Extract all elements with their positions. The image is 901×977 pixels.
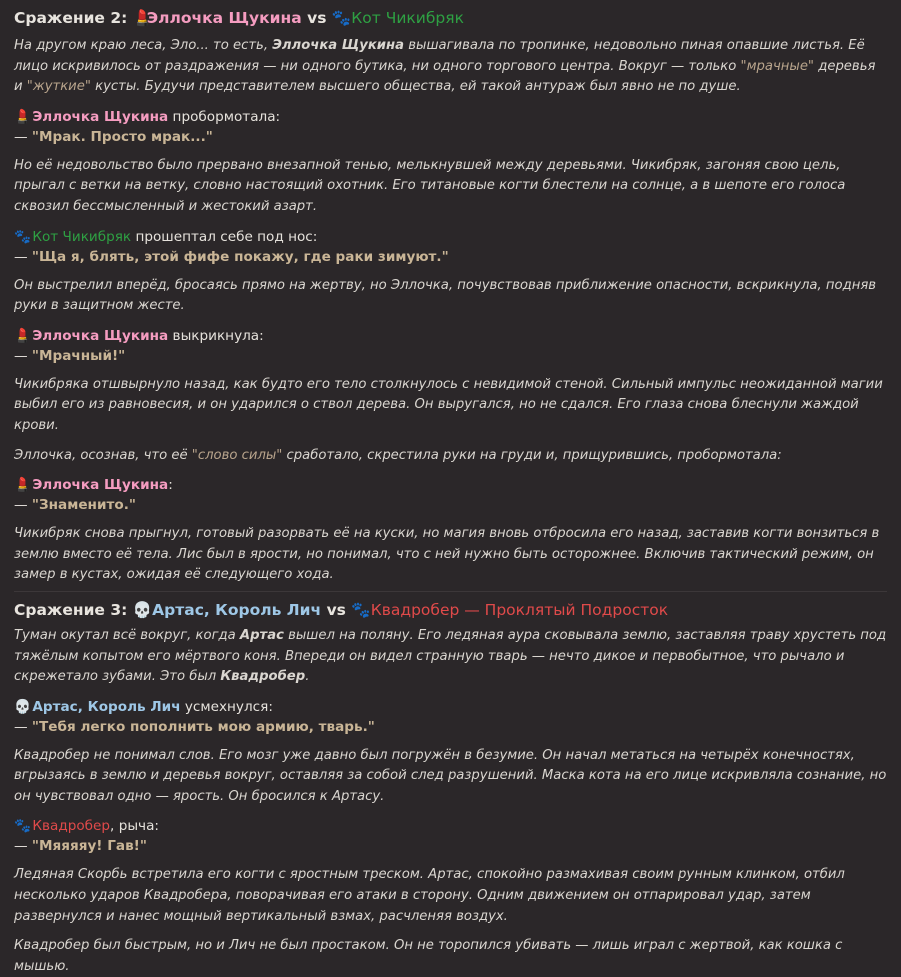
paw-icon: 🐾 (351, 600, 371, 619)
dash: — (14, 347, 32, 364)
battle-title-prefix: Сражение 3: (14, 600, 128, 619)
speaker-name: Эллочка Щукина (32, 108, 169, 125)
quoted-word: "мрачные" (740, 58, 815, 74)
lipstick-icon: 💄 (14, 327, 31, 344)
narration: Ледяная Скорбь встретила его когти с яростным треском. Артас, спокойно размахивая своим рунным клинком, отбил несколько ударов Квадробера, поворачивая его атаки в сторону. Одним движением он отпарировал удар, затем развернулся и нанес мощный вертикальный взмах, расчленяя воздух. (14, 867, 845, 924)
quote: "Тебя легко пополнить мою армию, тварь." (31, 718, 375, 735)
paw-icon: 🐾 (14, 818, 31, 835)
text: кусты. Будучи представителем высшего общества, ей такой антураж был явно не по душе. (90, 79, 741, 95)
speaker-line (14, 107, 887, 127)
text: . (305, 669, 310, 685)
dialogue-line (14, 836, 887, 856)
speaker-line (14, 227, 887, 247)
dialogue-line (14, 495, 887, 515)
dash: — (14, 718, 32, 735)
speaker-name: Эллочка Щукина (32, 327, 169, 344)
narration: Чикибряк снова прыгнул, готовый разорвать её на куски, но магия вновь отбросила его назад, заставив когти вонзиться в землю вместо её тела. Лис был в ярости, но понимал, что с ней нужно быть осторожнее. Включив тактический режим, он замер в кустах, ожидая её следующего хода. (14, 526, 880, 583)
speaker-name: Квадробер (32, 818, 111, 835)
speaker-name: Кот Чикибряк (32, 228, 132, 245)
speaker-verb: выкрикнула: (168, 327, 264, 344)
narration: Он выстрелил вперёд, бросаясь прямо на жертву, но Эллочка, почувствовав приближение опасности, вскрикнула, подняв руки в защитном жесте. (14, 277, 877, 314)
lipstick-icon: 💄 (132, 9, 153, 27)
speaker-verb: прошептал себе под нос: (131, 228, 318, 245)
dialogue-line (14, 127, 887, 147)
fighter-name: Эллочка Щукина (146, 9, 302, 27)
dash: — (14, 128, 32, 145)
quoted-word: "жуткие" (26, 79, 91, 95)
text: вышел на поляну. Его ледяная аура сковывала землю, заставляя траву хрустеть под тяжёлым копытом его мёртвого коня. Впереди он видел странную тварь — нечто дикое и первобытное, что рычало и скрежетало зубами. Это был (14, 627, 887, 685)
dash: — (14, 497, 32, 514)
dash: — (14, 838, 32, 855)
skull-icon: 💀 (132, 600, 153, 619)
lipstick-icon: 💄 (14, 108, 31, 125)
dash: — (14, 248, 32, 265)
fighter-name: Артас, Король Лич (152, 600, 322, 619)
paw-icon: 🐾 (14, 228, 31, 245)
narration (14, 36, 887, 98)
text: Эллочка, осознав, что её (14, 447, 192, 463)
quote: "Знаменито." (31, 497, 136, 514)
speaker-line (14, 326, 887, 346)
quoted-word: "слово силы" (191, 447, 283, 463)
quote: "Ща я, блять, этой фифе покажу, где раки зимуют." (31, 248, 449, 265)
divider (14, 591, 887, 592)
dialogue-line (14, 247, 887, 267)
battle-2-heading (14, 7, 887, 29)
lipstick-icon: 💄 (14, 477, 31, 494)
battle-3-heading (14, 599, 887, 621)
text: На другом краю леса, Эло... то есть, (14, 38, 273, 53)
paw-icon: 🐾 (331, 9, 352, 27)
battle-title-prefix: Сражение 2: (14, 9, 128, 27)
speaker-verb: усмехнулся: (180, 698, 273, 715)
quote: "Мрачный!" (31, 347, 126, 364)
quote: "Мрак. Просто мрак..." (31, 128, 213, 145)
bold-text: Эллочка Щукина (272, 38, 405, 53)
bold-text: Квадробер (220, 669, 306, 685)
text: сработало, скрестила руки на груди и, прищурившись, пробормотала: (282, 447, 782, 463)
quote: "Мяяяяу! Гав!" (31, 838, 147, 855)
fighter-name: Кот Чикибряк (351, 9, 464, 27)
narration: Квадробер не понимал слов. Его мозг уже давно был погружён в безумие. Он начал метаться на четырёх конечностях, вгрызаясь в землю и деревья вокруг, оставляя за собой след разрушений. Маска кота на его лице искривляла сознание, но он чувствовал одно — ярость. Он бросился к Артасу. (14, 747, 887, 804)
speaker-name: Артас, Король Лич (32, 698, 181, 715)
speaker-verb: : (168, 477, 173, 494)
text: вышагивала по тропинке, недовольно пиная опавшие листья. Её лицо искривилось от раздражения — ни одного бутика, ни одного торгового центра. Вокруг — только (14, 38, 865, 74)
speaker-line (14, 816, 887, 836)
narration (14, 626, 887, 688)
narration (14, 446, 887, 467)
narration: Но её недовольство было прервано внезапной тенью, мелькнувшей между деревьями. Чикибряк, загоняя свою цель, прыгал с ветки на ветку, словно настоящий охотник. Его титановые когти блестели на солнце, а в шепоте его голоса сквозил бессмысленный и жестокий азарт. (14, 157, 846, 214)
speaker-line (14, 697, 887, 717)
skull-icon: 💀 (14, 698, 31, 715)
vs-label: vs (307, 9, 327, 27)
vs-label: vs (326, 600, 346, 619)
text: Туман окутал всё вокруг, когда (14, 627, 240, 643)
narration: Чикибряка отшвырнуло назад, как будто его тело столкнулось с невидимой стеной. Сильный импульс неожиданной магии выбил его из равновесия, и он ударился о ствол дерева. Он выругался, но не сдался. Его глаза снова блеснули жаждой крови. (14, 376, 883, 433)
narration: Квадробер был быстрым, но и Лич не был простаком. Он не торопился убивать — лишь играл с жертвой, как кошка с мышью. (14, 938, 843, 974)
speaker-line (14, 475, 887, 495)
dialogue-line (14, 717, 887, 737)
text: деревья и (14, 58, 876, 95)
speaker-name: Эллочка Щукина (32, 477, 169, 494)
speaker-verb: , рыча: (110, 818, 159, 835)
bold-text: Артас (239, 627, 284, 643)
fighter-name: Квадробер — Проклятый Подросток (370, 600, 669, 619)
speaker-verb: пробормотала: (168, 108, 281, 125)
dialogue-line (14, 346, 887, 366)
